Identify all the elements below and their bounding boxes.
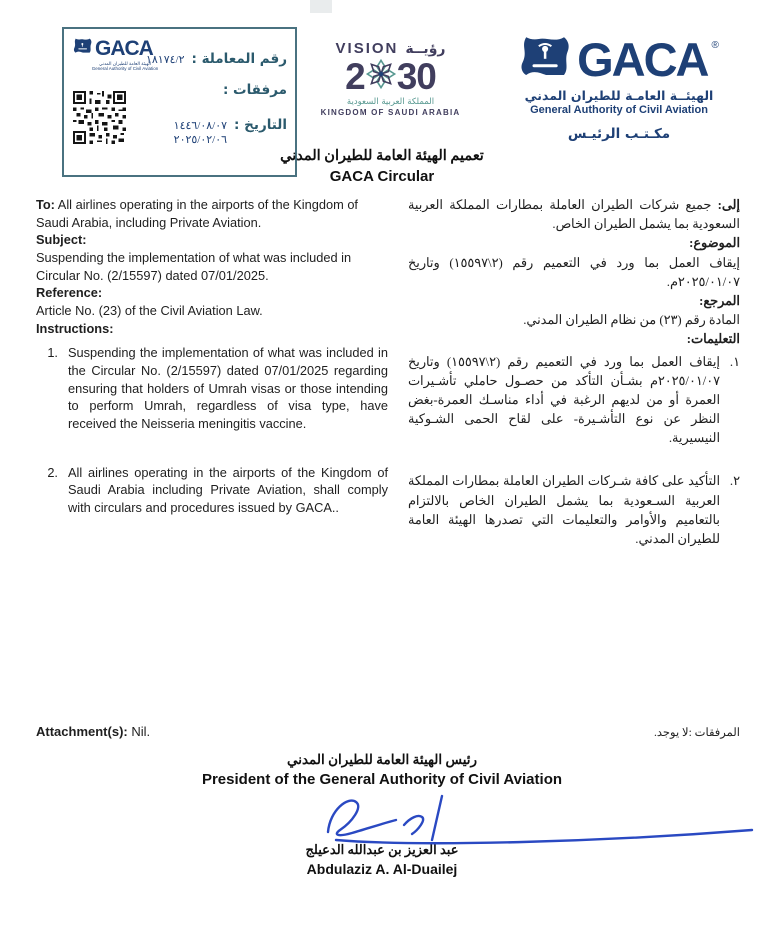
reference-label-ar: المرجع: [699, 293, 740, 308]
instructions-label-en: Instructions: [36, 320, 114, 336]
stamp-logo-subtitle-ar: الهيئة العامة للطيران المدني [98, 61, 152, 66]
office-of-president-label: مكـتـب الرئيـس [567, 126, 671, 142]
instruction-item-en-1 [36, 344, 388, 432]
vision-year-left: 2 [345, 56, 365, 97]
gaca-subtitle-en: General Authority of Civil Aviation [530, 104, 708, 116]
arabic-column [408, 196, 740, 549]
transaction-number-row [146, 51, 287, 67]
attachments-row [223, 82, 287, 98]
subject-text-ar: إيقاف العمل بما ورد في التعميم رقم (٢\١٥٥٩٧) وتاريخ ٢٠٢٥/٠١/٠٧م. [408, 255, 740, 289]
attachments-row [36, 724, 740, 739]
instruction-item-en-2 [36, 464, 388, 517]
saudi-flag-icon [519, 33, 573, 86]
attachments-ar: المرفقات :لا يوجد. [653, 727, 740, 739]
date-hijri: ١٤٤٦/٠٨/٠٧ [173, 120, 228, 132]
to-text-en: All airlines operating in the airports of the Kingdom of Saudi Arabia, including Private Aviation. [36, 197, 358, 230]
to-paragraph-en [36, 196, 388, 231]
subject-label-en: Subject: [36, 232, 87, 248]
attachments-label-en: Attachment(s): [36, 724, 128, 739]
instruction-number: ٢. [729, 474, 740, 489]
to-label-en: To: [36, 197, 55, 212]
vision-2030-emblem-icon [365, 58, 397, 95]
qr-code-icon [73, 91, 126, 144]
to-text-ar: جميع شركات الطيران العاملة بمطارات المملكة العربية السعودية بما يشمل الطيران الخاص. [408, 198, 740, 232]
instruction-item-ar-2 [408, 472, 740, 549]
signatory-title-en: President of the General Authority of Civil Aviation [201, 771, 563, 788]
attachments-label: مرفقات : [222, 82, 287, 98]
date-gregorian: ٢٠٢٥/٠٢/٠٦ [173, 134, 228, 146]
signature-block [0, 752, 764, 877]
gaca-wordmark: GACA [577, 33, 708, 86]
instruction-text: All airlines operating in the airports of the Kingdom of Saudi Arabia including Private Aviation, shall comply with circulars and procedures issued by GACA.. [68, 464, 388, 515]
scan-artifact [310, 0, 332, 13]
instruction-number: 2. [47, 464, 58, 480]
reference-text-en: Article No. (23) of the Civil Aviation Law. [36, 302, 263, 318]
attachments-en [36, 724, 150, 739]
stamp-logo-subtitle-en: General Authority of Civil Aviation [91, 66, 159, 72]
vision-country-ar: المملكة العربية السعودية [346, 97, 435, 107]
vision-year-right: 30 [396, 56, 436, 97]
vision-label-en: VISION [335, 40, 399, 57]
signatory-name-en: Abdulaziz A. Al-Duailej [306, 861, 458, 877]
instruction-text: إيقاف العمل بما ورد في التعميم رقم (٢\١٥٥٩٧) وتاريخ ٢٠٢٥/٠١/٠٧م بشـأن التأكد من حصـول حاملي تأشـيرات العمرة أو من لديهم الرغبة في أداء مناسـك العمرة-بغض النظر عن نوع التأشـيرة- على لقاح الحمى الشـوكية النيسيرية. [408, 354, 720, 446]
attachments-value-en: Nil. [127, 724, 151, 739]
subject-label-ar: الموضوع: [689, 236, 740, 251]
vision-2030-logo [303, 40, 478, 117]
handwritten-signature [0, 790, 764, 848]
instruction-text: التأكيد على كافة شـركات الطيران العاملة بمطارات المملكة العربية السـعودية بما يشمل الطيران الخاص بالالتزام بالتعاميم والأوامر والتعليمات التي تصدرها الهيئة العامة للطيران المدني. [408, 474, 720, 546]
instruction-item-ar-1 [408, 353, 740, 449]
gaca-subtitle-ar: الهيئــة العامـة للطيران المدني [524, 88, 714, 103]
saudi-flag-icon [73, 36, 93, 61]
date-row [174, 117, 287, 146]
subject-text-en: Suspending the implementation of what was included in Circular No. (2/15597) dated 07/01/2025. [36, 249, 352, 283]
transaction-number-label: رقم المعاملة : [191, 51, 287, 67]
signatory-title-ar: رئيس الهيئة العامة للطيران المدني [286, 752, 478, 767]
document-body [36, 196, 740, 549]
english-column [36, 196, 388, 517]
instruction-number: ١. [729, 354, 740, 369]
date-label: التاريخ : [234, 117, 287, 133]
stamp-logo-wordmark: GACA [95, 36, 153, 60]
document-title-ar: تعميم الهيئة العامة للطيران المدني [280, 148, 484, 164]
instruction-number: 1. [47, 345, 58, 361]
vision-country-en: KINGDOM OF SAUDI ARABIA [320, 108, 461, 117]
signatory-name-ar: عبد العزيز بن عبدالله الدعيلج [305, 842, 459, 857]
instructions-label-ar: التعليمات: [686, 332, 740, 347]
registered-trademark-icon: ® [711, 40, 719, 51]
reference-label-en: Reference: [36, 285, 103, 301]
document-title [0, 148, 764, 185]
instruction-text: Suspending the implementation of what was included in the Circular No. (2/15597) dated 07/01/2025 regarding ensuring that holders of Umrah visas or those intending to perform Umrah, regardless of visa type, have received the Neisseria meningitis vaccine. [68, 345, 388, 431]
transaction-number-value: ١٨١٧٤/٢ [145, 54, 185, 66]
to-paragraph-ar [408, 196, 740, 234]
gaca-logo [494, 33, 744, 142]
to-label-ar: إلى: [717, 198, 740, 212]
document-title-en: GACA Circular [329, 168, 435, 185]
reference-text-ar: المادة رقم (٢٣) من نظام الطيران المدني. [523, 313, 740, 328]
vision-label-ar: رؤيــة [405, 41, 446, 57]
